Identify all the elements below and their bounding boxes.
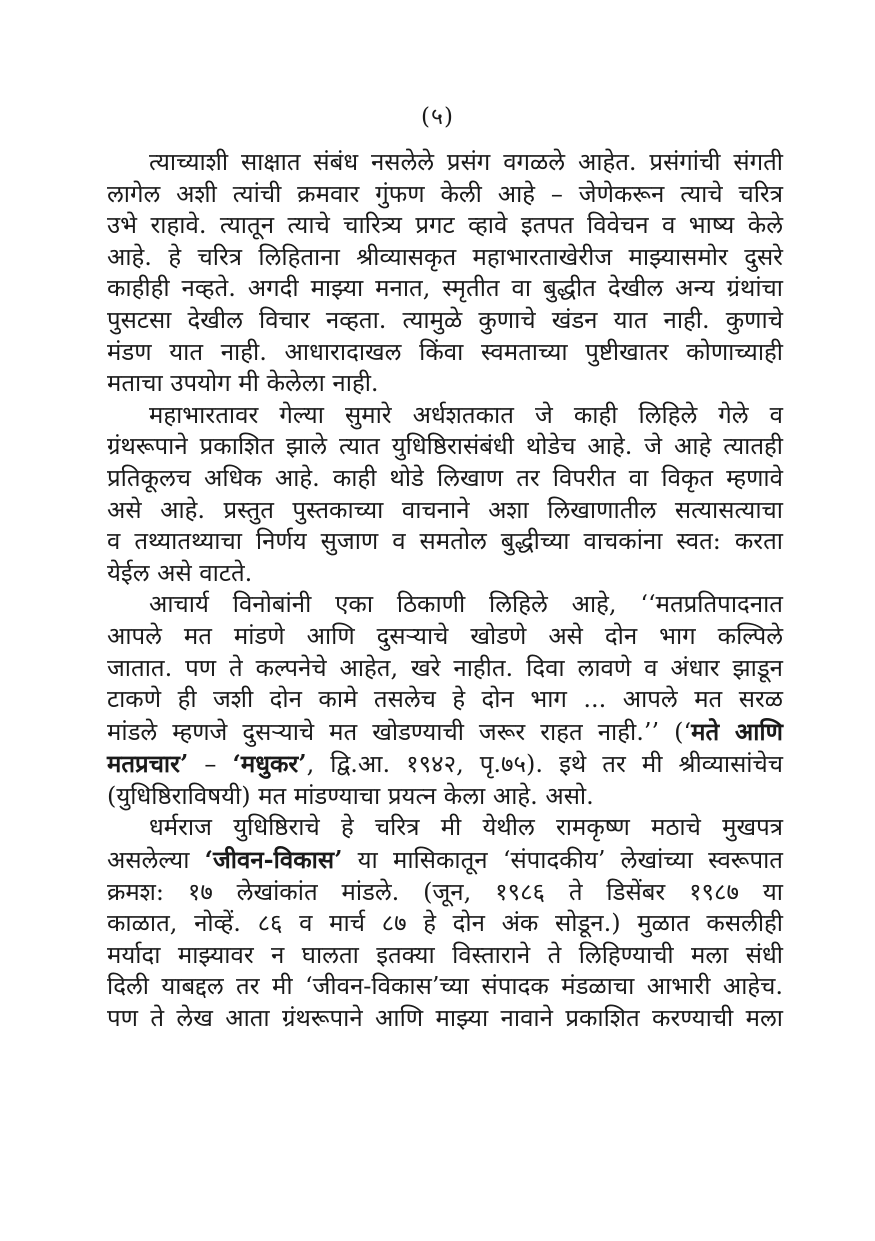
page-number: (५) xyxy=(421,104,454,130)
text-segment: (युधिष्ठिराविषयी) मत मांडण्याचा प्रयत्न केला आहे. असो. xyxy=(107,781,594,810)
text-segment: पण ते लेख आता ग्रंथरूपाने आणि माझ्या नावाने प्रकाशित करण्याची मला xyxy=(107,1004,783,1033)
text-line xyxy=(107,1003,783,1035)
text-segment: धर्मराज युधिष्ठिराचे हे चरित्र मी येथील रामकृष्ण मठाचे मुखपत्र xyxy=(149,813,783,842)
text-segment: ग्रंथरूपाने प्रकाशित झाले त्यात युधिष्ठिरासंबंधी थोडेच आहे. जे आहे त्यातही xyxy=(107,432,783,461)
text-segment: या मासिकातून ‘संपादकीय’ लेखांच्या स्वरूपात xyxy=(342,846,783,875)
bold-text-segment: मतप्रचार’ xyxy=(107,749,189,779)
text-segment: व तथ्यातथ्याचा निर्णय सुजाण व समतोल बुद्धीच्या वाचकांना स्वत: करता xyxy=(107,527,783,556)
paragraph xyxy=(107,400,783,590)
text-line xyxy=(107,621,783,653)
text-segment: आपले मत मांडणे आणि दुसऱ्याचे खोडणे असे दोन भाग कल्पिले xyxy=(107,621,783,650)
text-line xyxy=(107,971,783,1003)
text-segment: , द्वि.आ. १९४२, पृ.७५). इथे तर मी श्रीव्यासांचेच xyxy=(306,750,783,779)
text-segment: मांडले म्हणजे दुसऱ्याचे मत खोडण्याची जरूर राहत नाही.’’ (‘ xyxy=(107,717,692,746)
text-segment: मंडण यात नाही. आधारादाखल किंवा स्वमताच्या पुष्टीखातर कोणाच्याही xyxy=(107,337,783,366)
text-line xyxy=(107,463,783,495)
text-line xyxy=(107,589,783,621)
text-segment: महाभारतावर गेल्या सुमारे अर्धशतकात जे काही लिहिले गेले व xyxy=(149,400,783,429)
paragraph xyxy=(107,589,783,812)
text-segment: त्याच्याशी साक्षात संबंध नसलेले प्रसंग वगळले आहेत. प्रसंगांची संगती xyxy=(149,148,783,176)
text-line xyxy=(107,147,783,179)
text-line xyxy=(107,558,783,590)
text-line xyxy=(107,273,783,305)
text-segment: क्रमश: १७ लेखांकांत मांडले. (जून, १९८६ ते डिसेंबर १९८७ या xyxy=(107,877,783,906)
text-line xyxy=(107,940,783,972)
bold-text-segment: मते आणि xyxy=(691,716,783,746)
text-line xyxy=(107,877,783,909)
text-segment: मताचा उपयोग मी केलेला नाही. xyxy=(107,369,379,398)
text-line xyxy=(107,242,783,274)
text-segment: टाकणे ही जशी दोन कामे तसलेच हे दोन भाग ... आपले मत सरळ xyxy=(107,685,783,714)
text-block xyxy=(107,147,783,1035)
text-line xyxy=(107,305,783,337)
text-segment: आचार्य विनोबांनी एका ठिकाणी लिहिले आहे, ‘‘मतप्रतिपादनात xyxy=(149,590,783,619)
text-segment: आहे. हे चरित्र लिहिताना श्रीव्यासकृत महाभारताखेरीज माझ्यासमोर दुसरे xyxy=(107,242,783,271)
text-segment: मर्यादा माझ्यावर न घालता इतक्या विस्ताराने ते लिहिण्याची मला संधी xyxy=(107,940,783,969)
text-segment: दिली याबद्दल तर मी ‘जीवन-विकास’च्या संपादक मंडळाचा आभारी आहेच. xyxy=(107,972,783,1001)
text-segment: लागेल अशी त्यांची क्रमवार गुंफण केली आहे – जेणेकरून त्याचे चरित्र xyxy=(107,179,783,208)
text-segment: प्रतिकूलच अधिक आहे. काही थोडे लिखाण तर विपरीत वा विकृत म्हणावे xyxy=(107,463,783,492)
text-line xyxy=(107,844,783,877)
text-line xyxy=(107,495,783,527)
paragraph xyxy=(107,812,783,1034)
text-line xyxy=(107,400,783,432)
text-line xyxy=(107,179,783,211)
bold-text-segment: ‘जीवन-विकास’ xyxy=(204,845,343,875)
text-line xyxy=(107,337,783,369)
text-segment: पुसटसा देखील विचार नव्हता. त्यामुळे कुणाचे खंडन यात नाही. कुणाचे xyxy=(107,305,783,334)
text-segment: असे आहे. प्रस्तुत पुस्तकाच्या वाचनाने अशा लिखाणातील सत्यासत्याचा xyxy=(107,495,783,524)
text-segment: उभे राहावे. त्यातून त्याचे चारित्र्य प्रगट व्हावे इतपत विवेचन व भाष्य केले xyxy=(107,211,783,240)
text-segment: असलेल्या xyxy=(107,846,205,875)
text-line xyxy=(107,748,783,781)
text-line xyxy=(107,684,783,716)
text-line xyxy=(107,210,783,242)
bold-text-segment: ‘मधुकर’ xyxy=(232,749,307,779)
text-segment: काळात, नोव्हें. ८६ व मार्च ८७ हे दोन अंक सोडून.) मुळात कसलीही xyxy=(107,909,783,938)
paragraph xyxy=(107,147,783,400)
text-segment: – xyxy=(188,750,233,779)
text-line xyxy=(107,431,783,463)
text-line xyxy=(107,812,783,844)
text-segment: येईल असे वाटते. xyxy=(107,558,253,587)
text-line xyxy=(107,781,783,813)
text-line xyxy=(107,368,783,400)
text-line xyxy=(107,653,783,685)
text-line xyxy=(107,908,783,940)
text-line xyxy=(107,526,783,558)
text-line xyxy=(107,716,783,749)
text-segment: काहीही नव्हते. अगदी माझ्या मनात, स्मृतीत वा बुद्धीत देखील अन्य ग्रंथांचा xyxy=(107,274,783,303)
text-segment: जातात. पण ते कल्पनेचे आहेत, खरे नाहीत. दिवा लावणे व अंधार झाडून xyxy=(107,653,783,682)
